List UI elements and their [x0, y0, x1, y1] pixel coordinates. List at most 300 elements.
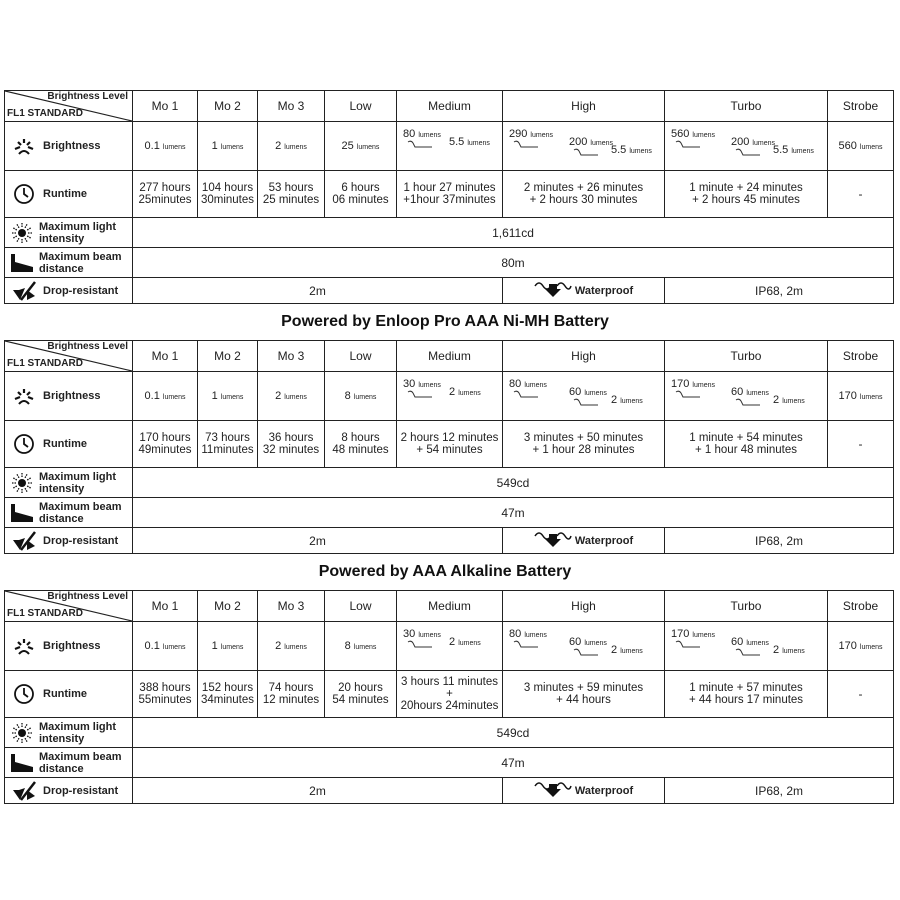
beam-label-text: Maximum beam distance [39, 500, 122, 525]
step-connector [573, 148, 599, 158]
lumen-value [449, 136, 490, 150]
beam-value-cell [133, 748, 894, 778]
intensity-label-text: Maximum light intensity [39, 220, 117, 245]
corner-cell [5, 591, 133, 622]
runtime-line: + 1 hour 48 minutes [695, 444, 797, 456]
brightness-label [5, 622, 133, 671]
lumen-number: 2 [611, 644, 618, 656]
drop-value-cell [133, 528, 503, 554]
runtime-line: 152 hours [201, 682, 254, 694]
clock-icon [9, 182, 39, 206]
row-label [5, 682, 132, 706]
intensity-row [5, 718, 894, 748]
lumen-unit: lumens [458, 390, 481, 397]
brightness-strobe [828, 372, 894, 421]
lumen-steps [665, 624, 827, 668]
runtime-mo1 [133, 171, 198, 218]
step-connector [675, 390, 701, 400]
model-label: FL1 STANDARD [7, 108, 83, 119]
lumen-value [611, 144, 652, 158]
lumen-unit: lumens [524, 382, 547, 389]
lumen-steps [503, 124, 664, 168]
runtime-line: 2 minutes + 26 minutes [523, 182, 644, 194]
lumen-value [145, 140, 186, 152]
lumen-number: 60 [569, 636, 582, 648]
lumen-value [342, 140, 380, 152]
runtime-line: + 2 hours 30 minutes [529, 194, 638, 206]
runtime-line: 277 hours [139, 182, 191, 194]
runtime-label [5, 171, 133, 218]
runtime-line: 20 hours [338, 682, 383, 694]
step-connector [675, 640, 701, 650]
drop-label-text: Drop-resistant [43, 784, 119, 797]
waterproof-value-cell [665, 778, 894, 804]
lumen-number: 1 [211, 139, 218, 152]
runtime-line: 11minutes [201, 444, 254, 456]
lumen-number: 2 [773, 394, 780, 406]
step-connector [407, 390, 433, 400]
intensity-label [5, 718, 133, 748]
column-header: Mo 3 [258, 591, 325, 622]
runtime-line: + [446, 688, 453, 700]
step-connector [513, 640, 539, 650]
runtime-label [5, 421, 133, 468]
lumen-value [773, 394, 805, 408]
lumen-unit: lumens [467, 140, 490, 147]
waterproof-value-cell [665, 278, 894, 304]
lumen-number: 60 [731, 386, 744, 398]
beam-value-cell [133, 248, 894, 278]
column-header: High [503, 91, 665, 122]
runtime-line: 73 hours [205, 432, 250, 444]
lumen-value [275, 390, 307, 402]
lumen-steps [397, 624, 502, 668]
lumen-unit: lumens [782, 398, 805, 405]
clock-icon [9, 682, 39, 706]
runtime-line: 12 minutes [262, 694, 320, 706]
lumen-unit: lumens [692, 632, 715, 639]
lumen-number: 5.5 [611, 144, 627, 156]
lumen-number: 8 [344, 639, 351, 652]
lumen-number: 2 [275, 639, 282, 652]
light-burst-icon [9, 721, 35, 745]
section-title: Powered by Enloop Pro AAA Ni-MH Battery [281, 313, 609, 330]
beam-label-text: Maximum beam distance [39, 750, 122, 775]
light-burst-icon [9, 221, 35, 245]
lumen-unit: lumens [752, 140, 775, 147]
waterproof-value: IP68, 2m [754, 283, 804, 298]
runtime-mo3 [258, 421, 325, 468]
row-label [5, 279, 132, 303]
runtime-high [503, 171, 665, 218]
beam-value: 80m [501, 255, 525, 270]
runtime-turbo [665, 421, 828, 468]
brightness-mo2 [198, 372, 258, 421]
runtime-high [503, 671, 665, 718]
column-header: Turbo [665, 591, 828, 622]
spec-sheet [4, 90, 886, 804]
intensity-label-text: Maximum light intensity [39, 470, 117, 495]
lumen-number: 60 [569, 386, 582, 398]
section-title: Powered by AAA Alkaline Battery [318, 563, 572, 580]
water-arrow-icon [534, 280, 575, 301]
step-connector [573, 648, 599, 658]
runtime-medium [397, 671, 503, 718]
lumen-number: 170 [671, 378, 690, 390]
lumen-value [275, 140, 307, 152]
lumen-number: 30 [403, 378, 416, 390]
column-header: Mo 3 [258, 91, 325, 122]
row-label [5, 134, 132, 158]
drop-row [5, 778, 894, 804]
lumen-unit: lumens [418, 132, 441, 139]
runtime-line: + 44 hours [556, 694, 611, 706]
beam-row [5, 248, 894, 278]
runtime-line: 3 minutes + 59 minutes [523, 682, 644, 694]
lumen-unit: lumens [220, 643, 244, 651]
brightness-mo1 [133, 622, 198, 671]
lumen-steps [503, 624, 664, 668]
step-connector [407, 140, 433, 150]
runtime-line: 388 hours [139, 682, 191, 694]
lumen-number: 2 [275, 389, 282, 402]
brightness-high [503, 372, 665, 421]
waterproof-label-inner [503, 780, 664, 801]
lumen-number: 80 [403, 128, 416, 140]
runtime-mo2 [198, 171, 258, 218]
header-row [5, 341, 894, 372]
lumen-number: 200 [731, 136, 750, 148]
lumen-unit: lumens [584, 640, 607, 647]
column-header: Strobe [828, 91, 894, 122]
brightness-strobe [828, 622, 894, 671]
lumen-value [145, 390, 186, 402]
lumen-steps [397, 124, 502, 168]
runtime-high [503, 421, 665, 468]
lumen-value [212, 140, 244, 152]
brightness-low [325, 622, 397, 671]
lumen-number: 8 [344, 389, 351, 402]
runtime-line: 34minutes [200, 694, 255, 706]
brightness-mo3 [258, 122, 325, 171]
runtime-line: 25minutes [138, 194, 192, 206]
waterproof-text: Waterproof [574, 534, 634, 547]
water-arrow-icon [534, 780, 575, 801]
column-header: Mo 2 [198, 91, 258, 122]
lumen-number: 2 [449, 386, 456, 398]
sunburst-icon [9, 634, 39, 658]
lumen-number: 290 [509, 128, 528, 140]
waterproof-label [503, 528, 665, 554]
column-header: Low [325, 341, 397, 372]
drop-label-text: Drop-resistant [43, 534, 119, 547]
runtime-strobe [828, 671, 894, 718]
beam-label-text: Maximum beam distance [39, 250, 122, 275]
header-row [5, 91, 894, 122]
brightness-turbo [665, 122, 828, 171]
drop-label-text: Drop-resistant [43, 284, 119, 297]
lumen-unit: lumens [859, 643, 883, 651]
lumen-unit: lumens [418, 382, 441, 389]
step-connector [675, 140, 701, 150]
runtime-strobe [828, 421, 894, 468]
brightness-row [5, 622, 894, 671]
column-header: Mo 1 [133, 341, 198, 372]
runtime-low [325, 671, 397, 718]
runtime-line: 32 minutes [262, 444, 320, 456]
corner-cell [5, 91, 133, 122]
lumen-value [345, 390, 377, 402]
lumen-unit: lumens [418, 632, 441, 639]
runtime-row [5, 171, 894, 218]
runtime-line: + 2 hours 45 minutes [692, 194, 800, 206]
lumen-number: 560 [671, 128, 690, 140]
runtime-line: 06 minutes [332, 194, 389, 206]
step-connector [735, 148, 761, 158]
drop-check-icon [9, 779, 39, 803]
drop-check-icon [9, 529, 39, 553]
beam-row [5, 498, 894, 528]
runtime-mo1 [133, 421, 198, 468]
brightness-mo2 [198, 122, 258, 171]
lumen-unit: lumens [524, 632, 547, 639]
intensity-row [5, 468, 894, 498]
lumen-value [611, 644, 643, 658]
brightness-label-text: Brightness [43, 390, 101, 402]
lumen-number: 200 [569, 136, 588, 148]
runtime-line: 1 minute + 24 minutes [689, 182, 803, 194]
column-header: Mo 2 [198, 591, 258, 622]
runtime-line: 6 hours [341, 182, 380, 194]
brightness-mo1 [133, 122, 198, 171]
lumen-value [275, 640, 307, 652]
lumen-unit: lumens [590, 140, 613, 147]
header-row [5, 591, 894, 622]
runtime-low [325, 171, 397, 218]
intensity-label [5, 218, 133, 248]
brightness-label-text: Brightness [43, 640, 101, 652]
row-label [5, 182, 132, 206]
drop-label [5, 278, 133, 304]
lumen-value [145, 640, 186, 652]
lumen-unit: lumens [284, 393, 307, 401]
lumen-unit: lumens [629, 148, 652, 155]
beam-value: 47m [501, 755, 525, 770]
runtime-strobe [828, 171, 894, 218]
lumen-number: 60 [731, 636, 744, 648]
beam-distance-icon [9, 751, 35, 775]
brightness-mo3 [258, 622, 325, 671]
intensity-value-cell [133, 218, 894, 248]
column-header: Strobe [828, 341, 894, 372]
runtime-value: - [858, 187, 863, 201]
drop-value-cell [133, 278, 503, 304]
lumen-steps [503, 374, 664, 418]
beam-value: 47m [501, 505, 525, 520]
runtime-line: 1 minute + 54 minutes [689, 432, 803, 444]
lumen-value [449, 386, 481, 400]
row-label [5, 751, 132, 775]
runtime-label-text: Runtime [43, 688, 87, 700]
step-connector [513, 140, 539, 150]
step-connector [573, 398, 599, 408]
brightness-row [5, 122, 894, 171]
row-label [5, 432, 132, 456]
water-arrow-icon [534, 530, 575, 551]
intensity-value: 1,611cd [492, 225, 534, 240]
waterproof-value: IP68, 2m [754, 533, 804, 548]
intensity-value: 549cd [496, 725, 530, 740]
row-label [5, 721, 132, 745]
sunburst-icon [9, 134, 39, 158]
model-label: FL1 STANDARD [7, 358, 83, 369]
column-header: High [503, 341, 665, 372]
lumen-unit: lumens [620, 398, 643, 405]
lumen-unit: lumens [356, 143, 380, 151]
lumen-value [839, 140, 883, 152]
lumen-value [839, 640, 883, 652]
lumen-unit: lumens [284, 643, 307, 651]
row-label [5, 529, 132, 553]
lumen-value [212, 640, 244, 652]
row-label [5, 384, 132, 408]
runtime-line: 30minutes [200, 194, 255, 206]
runtime-medium [397, 171, 503, 218]
lumen-unit: lumens [791, 148, 814, 155]
brightness-level-label: Brightness Level [47, 341, 128, 352]
lumen-value [345, 640, 377, 652]
runtime-line: 8 hours [341, 432, 380, 444]
runtime-turbo [665, 671, 828, 718]
runtime-line: +1hour 37minutes [403, 194, 496, 206]
lumen-number: 0.1 [144, 639, 160, 652]
runtime-line: 54 minutes [332, 694, 389, 706]
runtime-line: 53 hours [268, 182, 314, 194]
waterproof-label-inner [503, 280, 664, 301]
lumen-value [773, 144, 814, 158]
brightness-level-label: Brightness Level [47, 91, 128, 102]
waterproof-text: Waterproof [574, 284, 634, 297]
column-header: Turbo [665, 341, 828, 372]
column-header: Mo 2 [198, 341, 258, 372]
brightness-turbo [665, 622, 828, 671]
column-header: Medium [397, 341, 503, 372]
lumen-number: 2 [449, 636, 456, 648]
runtime-turbo [665, 171, 828, 218]
runtime-line: + 1 hour 28 minutes [532, 444, 635, 456]
column-header: Turbo [665, 91, 828, 122]
beam-distance-icon [9, 501, 35, 525]
waterproof-label [503, 778, 665, 804]
runtime-line: 48 minutes [332, 444, 389, 456]
lumen-unit: lumens [746, 390, 769, 397]
runtime-medium [397, 421, 503, 468]
waterproof-value: IP68, 2m [754, 783, 804, 798]
lumen-unit: lumens [220, 393, 244, 401]
lumen-number: 5.5 [773, 144, 789, 156]
corner-cell [5, 341, 133, 372]
beam-label [5, 748, 133, 778]
lumen-number: 170 [671, 628, 690, 640]
intensity-value-cell [133, 718, 894, 748]
lumen-number: 2 [611, 394, 618, 406]
drop-value: 2m [309, 283, 326, 298]
row-label [5, 634, 132, 658]
lumen-unit: lumens [859, 143, 883, 151]
runtime-mo3 [258, 671, 325, 718]
intensity-value: 549cd [496, 475, 530, 490]
beam-distance-icon [9, 251, 35, 275]
runtime-row [5, 671, 894, 718]
lumen-number: 1 [211, 389, 218, 402]
runtime-row [5, 421, 894, 468]
column-header: Mo 3 [258, 341, 325, 372]
step-connector [735, 398, 761, 408]
drop-row [5, 278, 894, 304]
runtime-line: 2 hours 12 minutes [400, 432, 499, 444]
drop-row [5, 528, 894, 554]
clock-icon [9, 432, 39, 456]
column-header: Low [325, 591, 397, 622]
lumen-steps [665, 374, 827, 418]
step-connector [513, 390, 539, 400]
brightness-strobe [828, 122, 894, 171]
beam-label [5, 248, 133, 278]
lumen-unit: lumens [692, 382, 715, 389]
brightness-medium [397, 622, 503, 671]
brightness-level-label: Brightness Level [47, 591, 128, 602]
intensity-row [5, 218, 894, 248]
light-burst-icon [9, 471, 35, 495]
runtime-value: - [858, 437, 863, 451]
intensity-label-text: Maximum light intensity [39, 720, 117, 745]
lumen-unit: lumens [620, 648, 643, 655]
column-header: Mo 1 [133, 591, 198, 622]
runtime-mo2 [198, 671, 258, 718]
lumen-unit: lumens [458, 640, 481, 647]
drop-value: 2m [309, 783, 326, 798]
lumen-value [449, 636, 481, 650]
runtime-low [325, 421, 397, 468]
lumen-number: 25 [341, 139, 354, 152]
lumen-number: 30 [403, 628, 416, 640]
brightness-mo1 [133, 372, 198, 421]
beam-label [5, 498, 133, 528]
lumen-unit: lumens [284, 143, 307, 151]
model-label: FL1 STANDARD [7, 608, 83, 619]
sunburst-icon [9, 384, 39, 408]
runtime-line: 36 hours [268, 432, 314, 444]
spec-table [4, 90, 894, 304]
waterproof-label [503, 278, 665, 304]
lumen-unit: lumens [782, 648, 805, 655]
brightness-mo3 [258, 372, 325, 421]
column-header: Medium [397, 91, 503, 122]
lumen-number: 170 [838, 389, 857, 402]
drop-check-icon [9, 279, 39, 303]
step-connector [735, 648, 761, 658]
runtime-mo1 [133, 671, 198, 718]
step-connector [407, 640, 433, 650]
lumen-value [839, 390, 883, 402]
lumen-value [212, 390, 244, 402]
lumen-unit: lumens [353, 393, 377, 401]
row-label [5, 779, 132, 803]
runtime-line: + 44 hours 17 minutes [688, 694, 804, 706]
spec-table [4, 590, 894, 804]
runtime-line: + 54 minutes [416, 444, 483, 456]
brightness-row [5, 372, 894, 421]
